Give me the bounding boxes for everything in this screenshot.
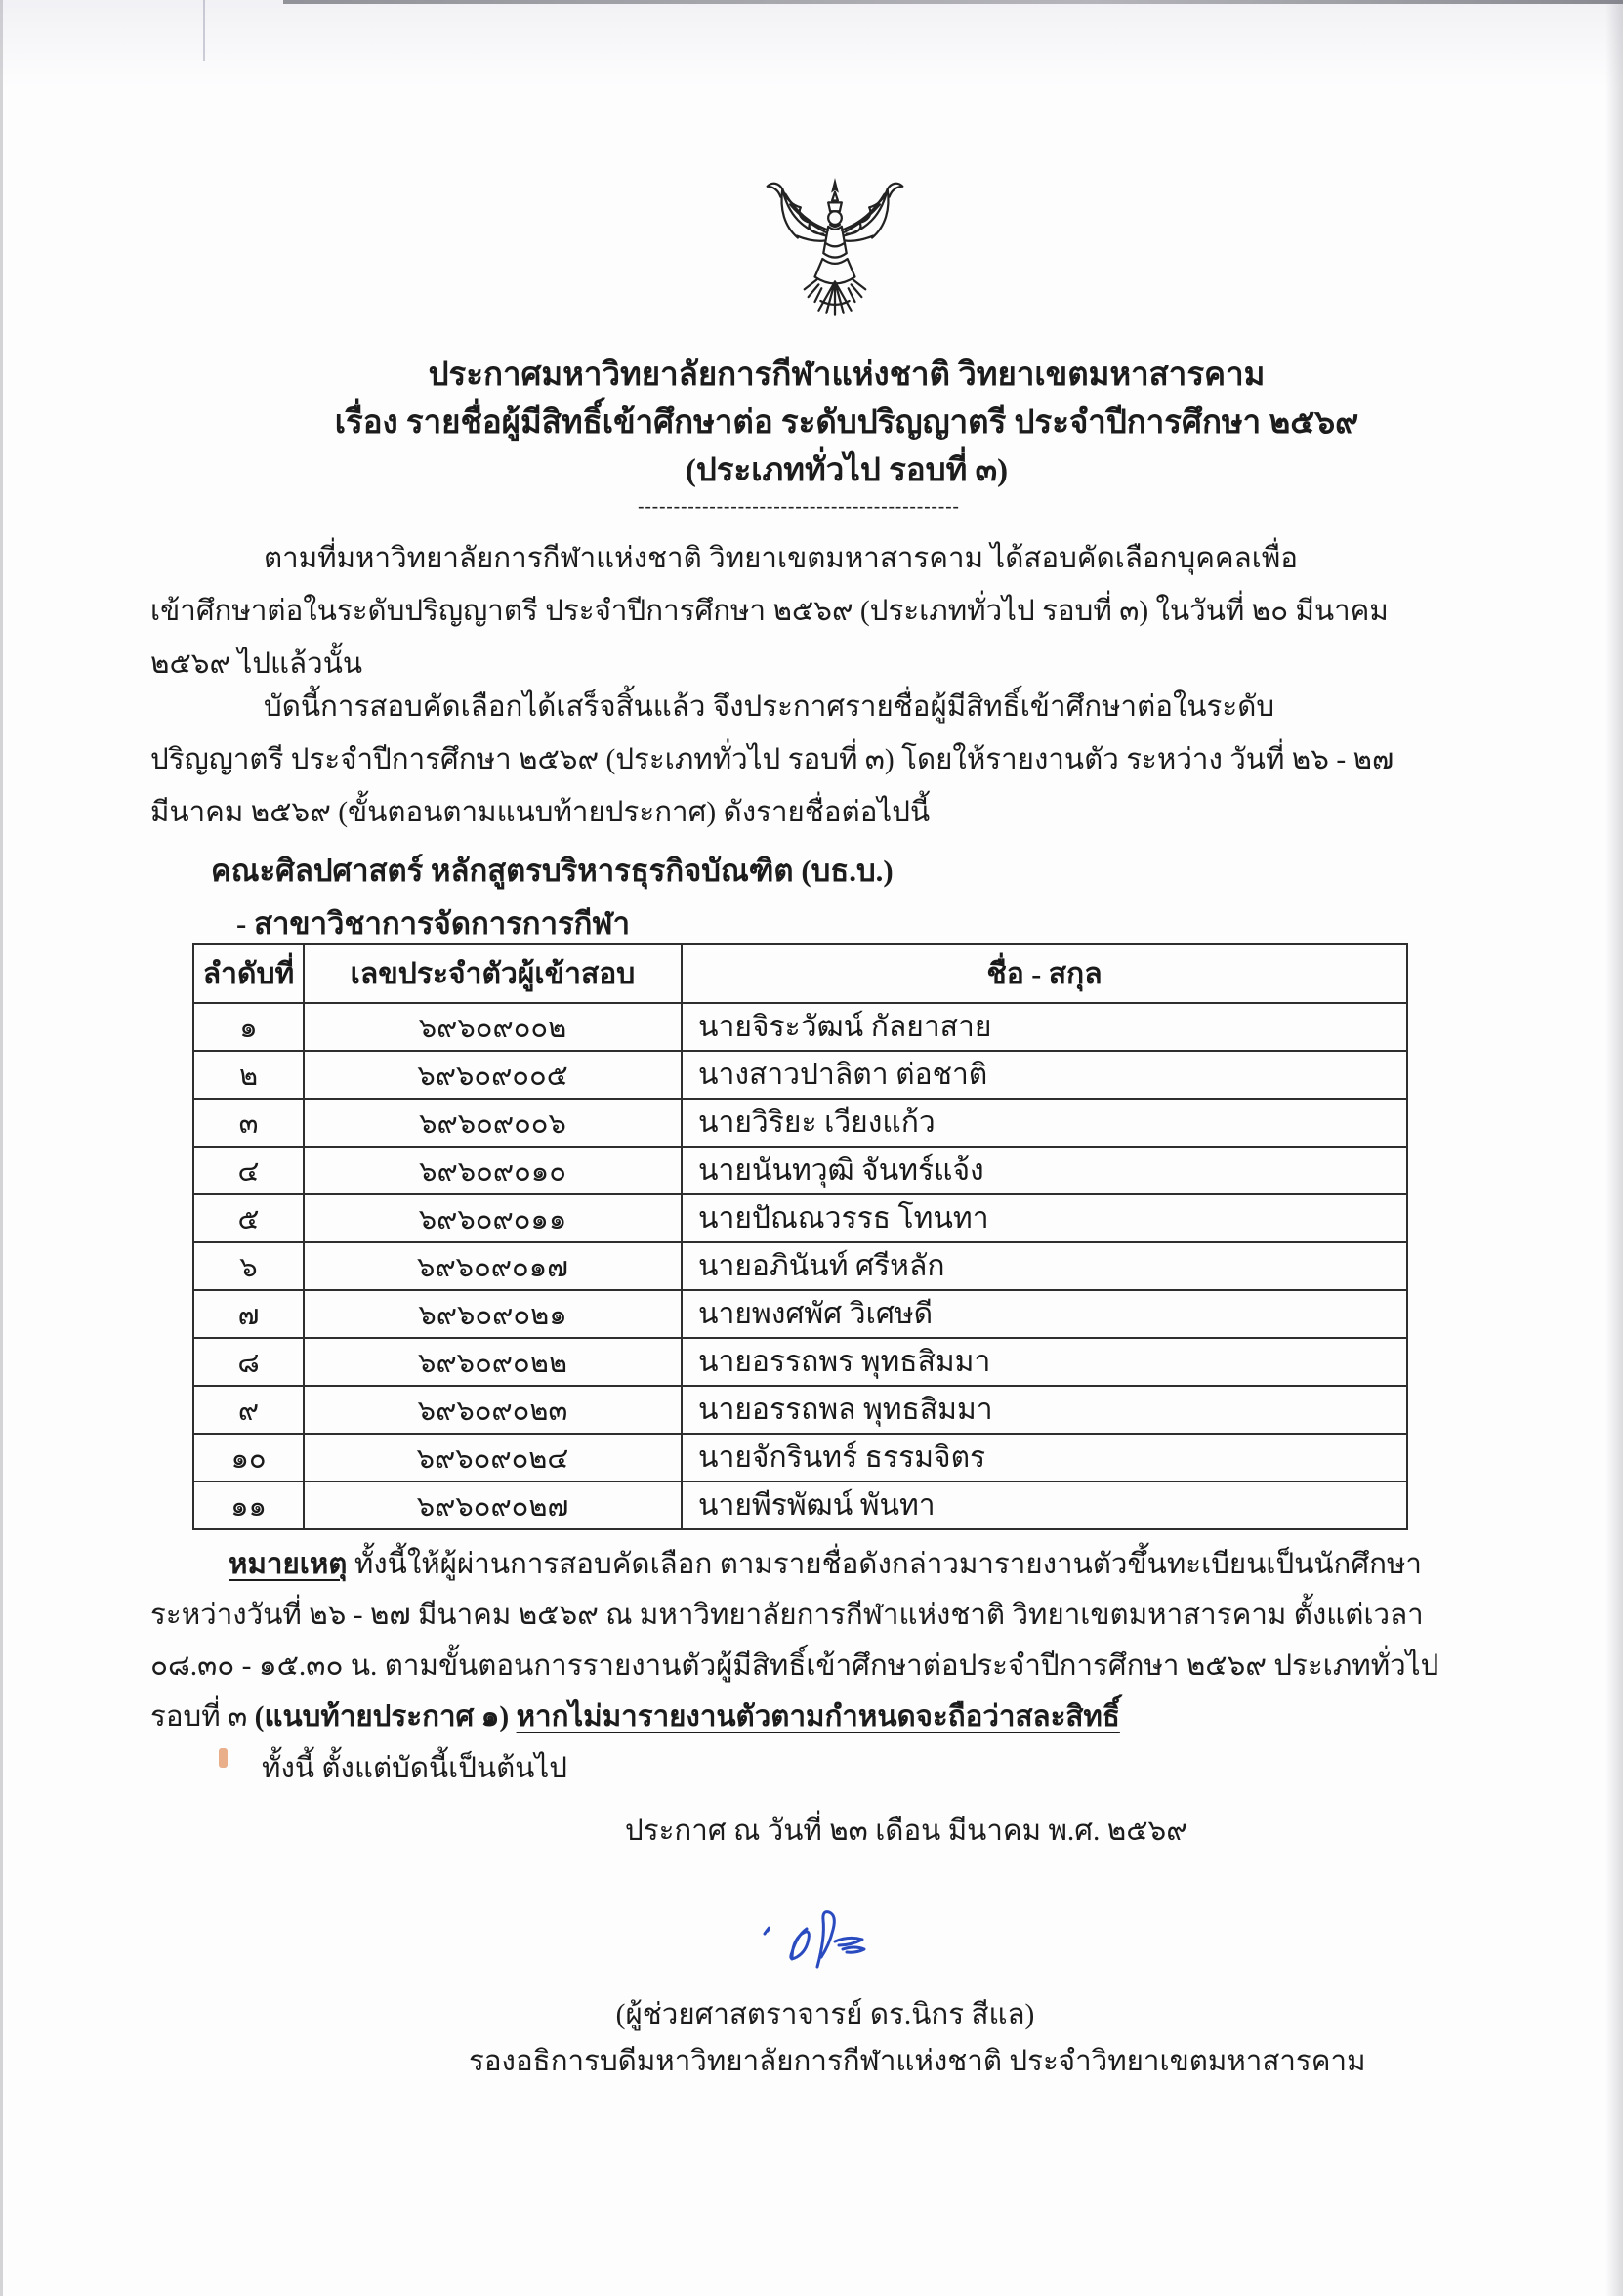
cell-candidate-id: ๖๙๖๐๙๐๒๔: [304, 1434, 682, 1482]
remark-line-2: ระหว่างวันที่ ๒๖ - ๒๗ มีนาคม ๒๕๖๙ ณ มหาวิทยาลัยการกีฬาแห่งชาติ วิทยาเขตมหาสารคาม ตั้งแต่เวลา: [150, 1600, 1424, 1631]
paragraph-1-line-2: เข้าศึกษาต่อในระดับปริญญาตรี ประจำปีการศึกษา ๒๕๖๙ (ประเภททั่วไป รอบที่ ๓) ในวันที่ ๒๐ มีนาคม: [150, 596, 1389, 627]
cell-candidate-id: ๖๙๖๐๙๐๒๒: [304, 1338, 682, 1386]
table-row: [193, 1434, 1407, 1482]
scan-artifact-line: [203, 0, 205, 61]
table-row: [193, 1099, 1407, 1147]
paragraph-1-line-1: ตามที่มหาวิทยาลัยการกีฬาแห่งชาติ วิทยาเขตมหาสารคาม ได้สอบคัดเลือกบุคคลเพื่อ: [264, 543, 1298, 574]
remark-line-1: [150, 1539, 1483, 1590]
cell-candidate-id: ๖๙๖๐๙๐๑๐: [304, 1147, 682, 1194]
cell-order: ๙: [193, 1386, 304, 1434]
remark-line-4: [150, 1691, 1483, 1742]
paragraph-2-line-3: มีนาคม ๒๕๖๙ (ขั้นตอนตามแนบท้ายประกาศ) ดังรายชื่อต่อไปนี้: [150, 797, 931, 828]
table-row: [193, 1242, 1407, 1290]
scan-edge-right: [1605, 0, 1623, 2296]
cell-candidate-id: ๖๙๖๐๙๐๐๒: [304, 1003, 682, 1051]
cell-name: นายอรรถพล พุทธสิมมา: [682, 1386, 1407, 1434]
remark-line-4-normal: รอบที่ ๓: [150, 1701, 255, 1732]
scan-edge-left: [0, 0, 3, 2296]
cell-name: นายพงศพัศ วิเศษดี: [682, 1290, 1407, 1338]
cell-order: ๒: [193, 1051, 304, 1099]
title-line-3: (ประเภททั่วไป รอบที่ ๓): [685, 453, 1009, 488]
announcement-date-line: ประกาศ ณ วันที่ ๒๓ เดือน มีนาคม พ.ศ. ๒๕๖๙: [625, 1816, 1187, 1847]
title-separator: ---------------------------------------------: [638, 496, 960, 517]
cell-name: นายอรรถพร พุทธสิมมา: [682, 1338, 1407, 1386]
col-header-candidate-id: เลขประจำตัวผู้เข้าสอบ: [304, 944, 682, 1003]
title-line-1: ประกาศมหาวิทยาลัยการกีฬาแห่งชาติ วิทยาเขตมหาสารคาม: [428, 357, 1266, 393]
table-row: [193, 1482, 1407, 1529]
cell-candidate-id: ๖๙๖๐๙๐๒๑: [304, 1290, 682, 1338]
candidates-table: [192, 943, 1408, 1530]
major-heading: - สาขาวิชาการจัดการการกีฬา: [236, 906, 630, 940]
title-line-2: เรื่อง รายชื่อผู้มีสิทธิ์เข้าศึกษาต่อ ระดับปริญญาตรี ประจำปีการศึกษา ๒๕๖๙: [334, 405, 1359, 440]
table-row: [193, 1338, 1407, 1386]
cell-name: นายวิริยะ เวียงแก้ว: [682, 1099, 1407, 1147]
paragraph-2: [150, 681, 1475, 839]
col-header-order: ลำดับที่: [193, 944, 304, 1003]
cell-name: นายจิระวัฒน์ กัลยาสาย: [682, 1003, 1407, 1051]
cell-order: ๑๑: [193, 1482, 304, 1529]
cell-name: นายนันทวุฒิ จันทร์แจ้ง: [682, 1147, 1407, 1194]
cell-name: นายจักรินทร์ ธรรมจิตร: [682, 1434, 1407, 1482]
remark-line-4-underlined: หากไม่มารายงานตัวตามกำหนดจะถือว่าสละสิทธิ์: [516, 1701, 1120, 1732]
remark-line-3: ๐๘.๓๐ - ๑๕.๓๐ น. ตามขั้นตอนการรายงานตัวผู้มีสิทธิ์เข้าศึกษาต่อประจำปีการศึกษา ๒๕๖๙ ประเภททั่วไป: [150, 1650, 1439, 1682]
table-row: [193, 1051, 1407, 1099]
scan-haze-top: [0, 0, 1623, 88]
table-row: [193, 1194, 1407, 1242]
cell-name: นายปัณณวรรธ โทนทา: [682, 1194, 1407, 1242]
faculty-heading: คณะศิลปศาสตร์ หลักสูตรบริหารธุรกิจบัณฑิต (บธ.บ.): [211, 854, 894, 888]
cell-order: ๖: [193, 1242, 304, 1290]
remark-line-1-text: ทั้งนี้ให้ผู้ผ่านการสอบคัดเลือก ตามรายชื่อดังกล่าวมารายงานตัวขึ้นทะเบียนเป็นนักศึกษา: [347, 1549, 1422, 1580]
garuda-emblem-icon: [754, 174, 916, 346]
cell-order: ๗: [193, 1290, 304, 1338]
cell-candidate-id: ๖๙๖๐๙๐๐๖: [304, 1099, 682, 1147]
remark-line-4-bold: (แนบท้ายประกาศ ๑): [254, 1701, 517, 1732]
table-row: [193, 1003, 1407, 1051]
cell-order: ๕: [193, 1194, 304, 1242]
table-row: [193, 1290, 1407, 1338]
signer-name: (ผู้ช่วยศาสตราจารย์ ดร.นิกร สีแล): [615, 1999, 1035, 2030]
cell-candidate-id: ๖๙๖๐๙๐๐๕: [304, 1051, 682, 1099]
table-header-row: [193, 944, 1407, 1003]
cell-candidate-id: ๖๙๖๐๙๐๒๓: [304, 1386, 682, 1434]
document-title: [0, 352, 1623, 495]
remark-label: หมายเหตุ: [229, 1549, 348, 1580]
signature-ink: [757, 1899, 903, 1991]
cell-order: ๓: [193, 1099, 304, 1147]
cell-name: นายอภินันท์ ศรีหลัก: [682, 1242, 1407, 1290]
table-row: [193, 1147, 1407, 1194]
paragraph-1-line-3: ๒๕๖๙ ไปแล้วนั้น: [150, 648, 363, 680]
paragraph-2-line-2: ปริญญาตรี ประจำปีการศึกษา ๒๕๖๙ (ประเภททั่วไป รอบที่ ๓) โดยให้รายงานตัว ระหว่าง วันที่ ๒๖ - ๒๗: [150, 744, 1394, 775]
signer-title: รองอธิการบดีมหาวิทยาลัยการกีฬาแห่งชาติ ประจำวิทยาเขตมหาสารคาม: [469, 2046, 1366, 2077]
cell-order: ๔: [193, 1147, 304, 1194]
table-row: [193, 1386, 1407, 1434]
paragraph-1: [150, 532, 1475, 690]
cell-order: ๘: [193, 1338, 304, 1386]
cell-order: ๑๐: [193, 1434, 304, 1482]
cell-candidate-id: ๖๙๖๐๙๐๑๑: [304, 1194, 682, 1242]
cell-order: ๑: [193, 1003, 304, 1051]
cell-name: นายพีรพัฒน์ พันทา: [682, 1482, 1407, 1529]
cell-name: นางสาวปาลิตา ต่อชาติ: [682, 1051, 1407, 1099]
paragraph-2-line-1: บัดนี้การสอบคัดเลือกได้เสร็จสิ้นแล้ว จึงประกาศรายชื่อผู้มีสิทธิ์เข้าศึกษาต่อในระดับ: [264, 691, 1275, 723]
ink-stain: [219, 1748, 228, 1768]
cell-candidate-id: ๖๙๖๐๙๐๒๗: [304, 1482, 682, 1529]
effective-line: ทั้งนี้ ตั้งแต่บัดนี้เป็นต้นไป: [262, 1753, 568, 1784]
remark-paragraph: [150, 1539, 1483, 1742]
col-header-name: ชื่อ - สกุล: [682, 944, 1407, 1003]
cell-candidate-id: ๖๙๖๐๙๐๑๗: [304, 1242, 682, 1290]
